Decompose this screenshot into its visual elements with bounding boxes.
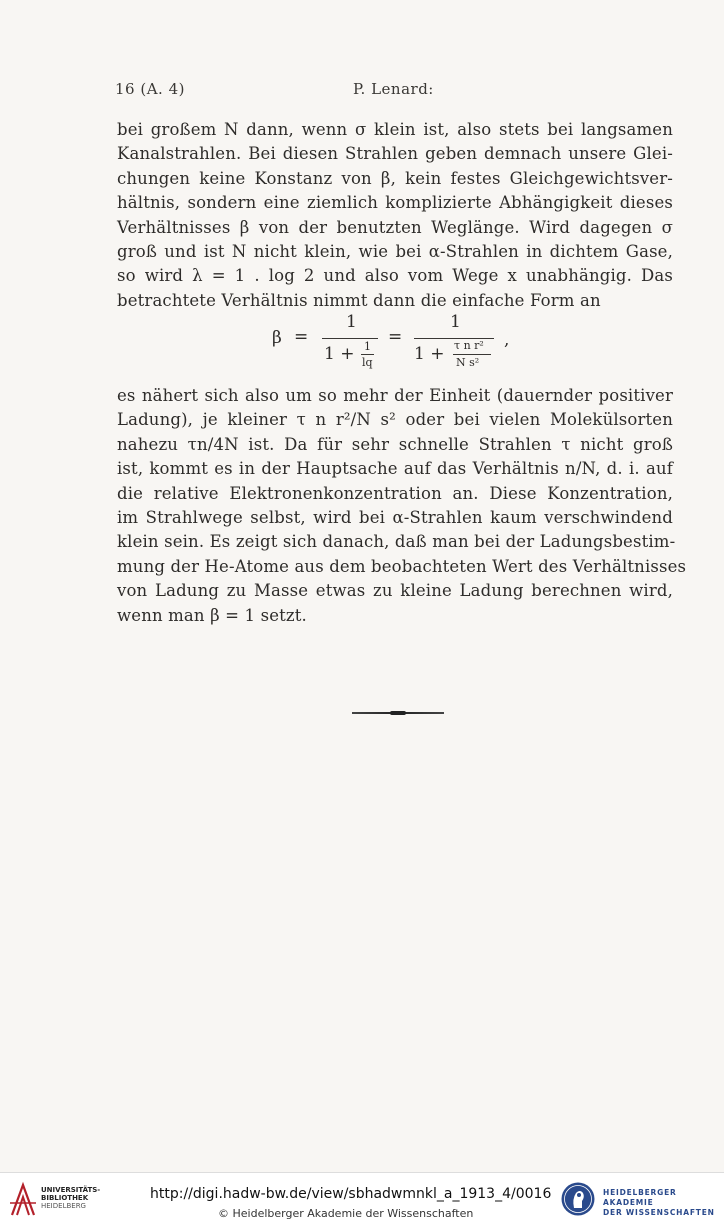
formula-numerator-2: 1 (450, 312, 461, 332)
text-line: von Ladung zu Masse etwas zu kleine Ladung berechnen wird, (117, 581, 673, 601)
fraction-bar-small-2 (453, 354, 491, 355)
formula-equals-2: = (388, 327, 403, 347)
author-heading: P. Lenard: (353, 80, 434, 98)
paragraph-2 (117, 384, 687, 628)
ornamental-rule (352, 712, 444, 714)
text-line: so wird λ = 1 . log 2 und also vom Wege x unabhängig. Das (117, 266, 673, 286)
formula-equals-1: = (294, 327, 309, 347)
university-library-name (41, 1186, 100, 1210)
text-line: Kanalstrahlen. Bei diesen Strahlen geben demnach unsere Glei- (117, 144, 673, 164)
formula-denominator-1-prefix: 1 + (324, 344, 355, 364)
formula-denominator-2-prefix: 1 + (414, 344, 445, 364)
paragraph-1 (117, 118, 673, 313)
text-line: es nähert sich also um so mehr der Einheit (dauernder positiver (117, 386, 673, 405)
formula-denominator-2-num: τ n r² (454, 339, 484, 352)
text-line: klein sein. Es zeigt sich danach, daß man bei der Ladungsbestim- (117, 532, 676, 552)
academy-line: HEIDELBERGER AKADEMIE (603, 1188, 677, 1207)
formula-lhs: β (272, 328, 282, 348)
fraction-bar-small-1 (361, 354, 374, 355)
academy-name (603, 1188, 724, 1218)
text-line: ist, kommt es in der Hauptsache auf das Verhältnis n/N, d. i. auf (117, 459, 673, 479)
text-line: betrachtete Verhältnis nimmt dann die einfache Form an (117, 290, 601, 310)
page-number: 16 (A. 4) (115, 80, 185, 98)
text-line: groß und ist N nicht klein, wie bei α-Strahlen in dichtem Gase, (117, 241, 673, 261)
text-line: im Strahlwege selbst, wird bei α-Strahlen kaum verschwindend (117, 507, 673, 527)
viewer-footer (0, 1172, 724, 1225)
formula-denominator-2-den: N s² (456, 356, 480, 369)
permalink-url[interactable]: http://digi.hadw-bw.de/view/sbhadwmnkl_a_1913_4/0016 (150, 1186, 552, 1202)
text-line: hältnis, sondern eine ziemlich komplizierte Abhängigkeit dieses (117, 193, 673, 213)
ub-line: BIBLIOTHEK (41, 1194, 89, 1202)
formula-denominator-1-num: 1 (364, 340, 371, 353)
text-line: bei großem N dann, wenn σ klein ist, also stets bei langsamen (117, 120, 673, 139)
formula-numerator-1: 1 (346, 312, 357, 332)
ub-line: UNIVERSITÄTS- (41, 1186, 101, 1194)
text-line: wenn man β = 1 setzt. (117, 605, 307, 625)
academy-seal-icon[interactable] (560, 1181, 596, 1217)
beta-formula (272, 312, 532, 382)
text-line: mung der He-Atome aus dem beobachteten Wert des Verhältnisses (117, 556, 687, 576)
copyright-notice: © Heidelberger Akademie der Wissenschaften (218, 1207, 474, 1220)
text-line: die relative Elektronenkonzentration an. Diese Konzentration, (117, 483, 673, 503)
text-line: chungen keine Konstanz von β, kein festes Gleichgewichtsver- (117, 168, 673, 188)
text-line: Ladung), je kleiner τ n r²/N s² oder bei vielen Molekülsorten (117, 410, 673, 430)
ub-line: HEIDELBERG (41, 1202, 86, 1210)
formula-denominator-1-den: lq (362, 356, 373, 369)
academy-line: DER WISSENSCHAFTEN (603, 1208, 715, 1217)
text-line: nahezu τn/4N ist. Da für sehr schnelle Strahlen τ nicht groß (117, 434, 673, 454)
formula-comma: , (504, 330, 510, 350)
university-library-logo-icon[interactable] (8, 1181, 38, 1217)
fraction-bar-1 (322, 338, 378, 339)
text-line: Verhältnisses β von der benutzten Weglänge. Wird dagegen σ (117, 217, 673, 237)
